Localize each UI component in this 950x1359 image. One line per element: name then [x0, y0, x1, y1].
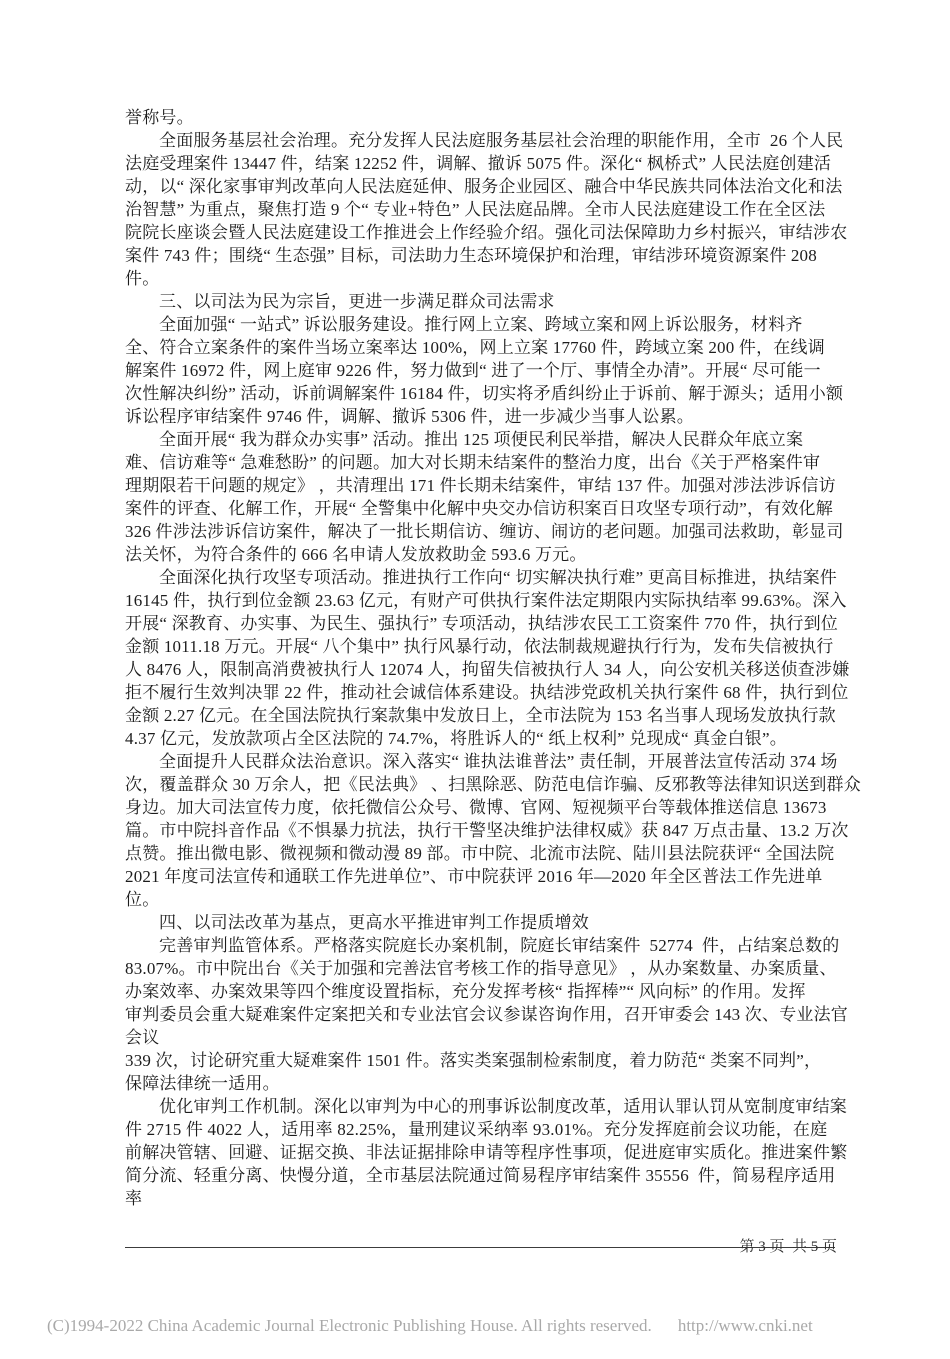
text-line: 案件 743 件；围绕“ 生态强” 目标，司法助力生态环境保护和治理，审结涉环境资源案件 208	[125, 246, 817, 265]
page-number-label: 第 3 页 共 5 页	[739, 1239, 837, 1255]
text-line: 完善审判监管体系。严格落实院庭长办案机制，院庭长审结案件 52774 件，占结案总数的	[159, 936, 840, 955]
text-line: 点赞。推出微电影、微视频和微动漫 89 部。市中院、北流市法院、陆川县法院获评“ 全国法院	[125, 844, 835, 863]
text-line: 解案件 16972 件，网上庭审 9226 件，努力做到“ 进了一个厅、事情全办清”。开展“ 尽可能一	[125, 361, 821, 380]
copyright-text: (C)1994-2022 China Academic Journal Electronic Publishing House. All rights reserved.	[47, 1316, 652, 1335]
copyright-bar	[30, 1293, 930, 1359]
text-line: 审判委员会重大疑难案件定案把关和专业法官会议参谋咨询作用，召开审委会 143 次、专业法官	[125, 1005, 848, 1024]
text-line: 326 件涉法涉诉信访案件，解决了一批长期信访、缠访、闹访的老问题。加强司法救助，彰显司	[125, 522, 844, 541]
text-line: 会议	[125, 1028, 160, 1047]
text-line: 简分流、轻重分离、快慢分道，全市基层法院通过简易程序审结案件 35556 件，简易程序适用	[125, 1166, 836, 1185]
text-line: 16145 件，执行到位金额 23.63 亿元，有财产可供执行案件法定期限内实际执结率 99.63%。深入	[125, 591, 847, 610]
text-line: 全、符合立案条件的案件当场立案率达 100%，网上立案 17760 件，跨域立案 200 件，在线调	[125, 338, 825, 357]
document-body	[125, 106, 861, 1210]
text-line: 全面服务基层社会治理。充分发挥人民法庭服务基层社会治理的职能作用，全市 26 个人民	[159, 131, 844, 150]
text-line: 篇。市中院抖音作品《不惧暴力抗法，执行干警坚决维护法律权威》获 847 万点击量、13.2 万次	[125, 821, 849, 840]
text-line: 拒不履行生效判决罪 22 件，推动社会诚信体系建设。执结涉党政机关执行案件 68 件，执行到位	[125, 683, 849, 702]
text-line: 全面深化执行攻坚专项活动。推进执行工作向“ 切实解决执行难” 更高目标推进，执结案件	[159, 568, 837, 587]
text-line: 案件的评查、化解工作，开展“ 全警集中化解中央交办信访积案百日攻坚专项行动”，有效化解	[125, 499, 833, 518]
text-line: 开展“ 深教育、办实事、为民生、强执行” 专项活动，执结涉农民工工资案件 770 件，执行到位	[125, 614, 838, 633]
text-line: 全面提升人民群众法治意识。深入落实“ 谁执法谁普法” 责任制，开展普法宣传活动 374 场	[159, 752, 838, 771]
text-line: 理期限若干问题的规定》 ，共清理出 171 件长期未结案件，审结 137 件。加强对涉法涉诉信访	[125, 476, 836, 495]
text-line: 院院长座谈会暨人民法庭建设工作推进会上作经验介绍。强化司法保障助力乡村振兴，审结涉农	[125, 223, 848, 242]
text-line: 誉称号。	[125, 108, 194, 127]
text-line: 率	[125, 1189, 143, 1208]
text-line: 身边。加大司法宣传力度，依托微信公众号、微博、官网、短视频平台等载体推送信息 13673	[125, 798, 827, 817]
text-line: 位。	[125, 890, 160, 909]
text-line: 83.07%。市中院出台《关于加强和完善法官考核工作的指导意见》 ，从办案数量、办案质量、	[125, 959, 837, 978]
text-line: 法关怀，为符合条件的 666 名申请人发放救助金 593.6 万元。	[125, 545, 587, 564]
text-line: 金额 1011.18 万元。开展“ 八个集中” 执行风暴行动，依法制裁规避执行行为，发布失信被执行	[125, 637, 834, 656]
footer-rule	[125, 1247, 835, 1248]
cnki-url: http://www.cnki.net	[677, 1316, 813, 1335]
text-line: 全面加强“ 一站式” 诉讼服务建设。推行网上立案、跨域立案和网上诉讼服务，材料齐	[159, 315, 803, 334]
text-line: 件。	[125, 269, 160, 288]
text-line: 339 次，讨论研究重大疑难案件 1501 件。落实类案强制检索制度，着力防范“ 类案不同判”，	[125, 1051, 822, 1070]
text-line: 2021 年度司法宣传和通联工作先进单位”、市中院获评 2016 年—2020 年全区普法工作先进单	[125, 867, 823, 886]
page-footer	[125, 1236, 837, 1260]
text-line: 次性解决纠纷” 活动，诉前调解案件 16184 件，切实将矛盾纠纷止于诉前、解于源头；适用小额	[125, 384, 844, 403]
text-line: 次，覆盖群众 30 万余人，把《民法典》 、扫黑除恶、防范电信诈骗、反邪教等法律知识送到群众	[125, 775, 861, 794]
text-line: 金额 2.27 亿元。在全国法院执行案款集中发放日上，全市法院为 153 名当事人现场发放执行款	[125, 706, 836, 725]
text-line: 难、信访难等“ 急难愁盼” 的问题。加大对长期未结案件的整治力度，出台《关于严格案件审	[125, 453, 821, 472]
text-line: 人 8476 人，限制高消费被执行人 12074 人，拘留失信被执行人 34 人，向公安机关移送侦查涉嫌	[125, 660, 850, 679]
section-heading: 四、以司法改革为基点，更高水平推进审判工作提质增效	[159, 913, 589, 932]
text-line: 4.37 亿元，发放款项占全区法院的 74.7%，将胜诉人的“ 纸上权利” 兑现成“ 真金白银”。	[125, 729, 787, 748]
text-line: 全面开展“ 我为群众办实事” 活动。推出 125 项便民利民举措，解决人民群众年底立案	[159, 430, 804, 449]
text-line: 动，以“ 深化家事审判改革向人民法庭延伸、服务企业园区、融合中华民族共同体法治文化和法	[125, 177, 843, 196]
text-line: 前解决管辖、回避、证据交换、非法证据排除申请等程序性事项，促进庭审实质化。推进案件繁	[125, 1143, 848, 1162]
text-line: 保障法律统一适用。	[125, 1074, 280, 1093]
section-heading: 三、以司法为民为宗旨，更进一步满足群众司法需求	[159, 292, 555, 311]
text-line: 办案效率、办案效果等四个维度设置指标，充分发挥考核“ 指挥棒”“ 风向标” 的作用。发挥	[125, 982, 806, 1001]
text-line: 件 2715 件 4022 人，适用率 82.25%，量刑建议采纳率 93.01%。充分发挥庭前会议功能，在庭	[125, 1120, 828, 1139]
text-line: 治智慧” 为重点，聚焦打造 9 个“ 专业+特色” 人民法庭品牌。全市人民法庭建设工作在全区法	[125, 200, 826, 219]
text-line: 优化审判工作机制。深化以审判为中心的刑事诉讼制度改革，适用认罪认罚从宽制度审结案	[159, 1097, 847, 1116]
text-line: 法庭受理案件 13447 件，结案 12252 件，调解、撤诉 5075 件。深化“ 枫桥式” 人民法庭创建活	[125, 154, 832, 173]
text-line: 诉讼程序审结案件 9746 件，调解、撤诉 5306 件，进一步减少当事人讼累。	[125, 407, 694, 426]
